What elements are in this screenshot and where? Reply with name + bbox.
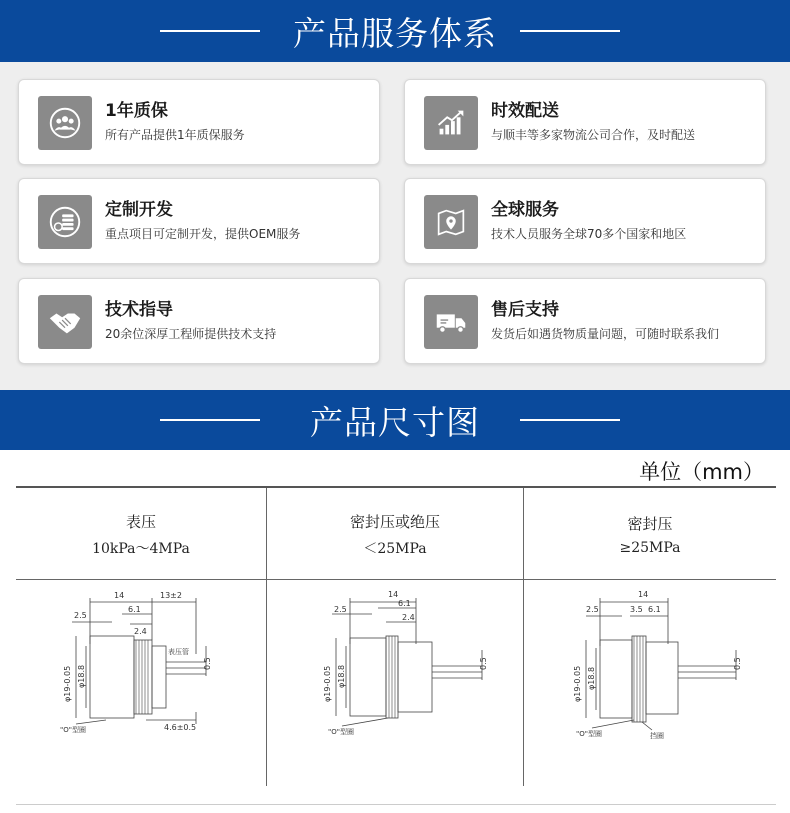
dim-label: 14 [114, 591, 125, 600]
service-card-tech [18, 278, 380, 364]
service-desc: 技术人员服务全球70多个国家和地区 [491, 227, 687, 241]
section-title: 产品尺寸图 [310, 402, 480, 442]
dim-label: 2.5 [586, 605, 599, 614]
service-desc: 所有产品提供1年质保服务 [105, 128, 245, 142]
dim-label: 2.5 [334, 605, 347, 614]
dim-label: 13±2 [160, 591, 182, 600]
section-banner-dimensions [0, 390, 790, 450]
sensor-drawing [46, 584, 246, 784]
table-header-gauge [16, 488, 266, 580]
dim-label: 4.6±0.5 [164, 723, 197, 732]
delivery-truck-icon [424, 295, 478, 349]
dimension-drawing-gauge [46, 584, 246, 784]
dim-label: 6.1 [128, 605, 141, 614]
dimension-table [16, 486, 776, 786]
column-name: 密封压 [627, 514, 673, 533]
service-title: 全球服务 [491, 200, 559, 220]
handshake-icon [38, 295, 92, 349]
dim-label: 2.4 [402, 613, 415, 622]
dim-label: 2.4 [134, 627, 147, 636]
map-pin-icon [424, 195, 478, 249]
dim-label: "O"型圈 [576, 730, 602, 738]
dim-label: 14 [638, 590, 649, 599]
dim-label: φ18.8 [587, 666, 596, 690]
service-desc: 与顺丰等多家物流公司合作，及时配送 [491, 128, 696, 142]
dim-label: 挡圈 [650, 732, 664, 740]
service-title: 技术指导 [105, 300, 173, 320]
column-range: ＜25MPa [363, 540, 427, 557]
service-card-after-sales [404, 278, 766, 364]
dim-label: 3.5 [630, 605, 643, 614]
service-title: 时效配送 [491, 101, 559, 121]
dimension-drawing-sealed-absolute [306, 584, 506, 784]
dim-label: φ18.8 [77, 664, 86, 688]
dim-label: φ19-0.05 [63, 665, 72, 702]
service-title: 1年质保 [105, 101, 168, 121]
service-card-custom [18, 178, 380, 264]
dim-label: 2.5 [74, 611, 87, 620]
section-title: 产品服务体系 [293, 13, 497, 53]
service-desc: 发货后如遇货物质量问题，可随时联系我们 [491, 327, 720, 341]
people-group-icon [38, 96, 92, 150]
banner-rule-left [160, 30, 260, 32]
dim-label: φ19-0.05 [323, 665, 332, 702]
coin-stack-icon [38, 195, 92, 249]
dim-label: 0.5 [203, 657, 212, 670]
section-banner-services [0, 0, 790, 62]
column-range: ≥25MPa [619, 539, 681, 556]
sensor-drawing [556, 584, 756, 784]
service-card-warranty [18, 79, 380, 165]
unit-label: 单位（mm） [639, 460, 764, 484]
dim-label: φ18.8 [337, 664, 346, 688]
dim-label: 0.5 [733, 657, 742, 670]
service-title: 售后支持 [491, 300, 559, 320]
service-card-global [404, 178, 766, 264]
service-panel [0, 62, 790, 390]
dim-label: 6.1 [398, 599, 411, 608]
table-header-sealed [524, 488, 776, 580]
column-name: 表压 [125, 512, 156, 531]
footer-divider [16, 804, 776, 805]
service-desc: 重点项目可定制开发，提供OEM服务 [105, 227, 301, 241]
dim-label: "O"型圈 [60, 726, 86, 734]
dimension-drawing-sealed [556, 584, 756, 784]
sensor-drawing [306, 584, 506, 784]
service-card-delivery [404, 79, 766, 165]
dim-label: 6.1 [648, 605, 661, 614]
dim-label: 0.5 [479, 657, 488, 670]
banner-rule-left [160, 419, 260, 421]
service-desc: 20余位深厚工程师提供技术支持 [105, 327, 277, 341]
banner-rule-right [520, 419, 620, 421]
table-header-sealed-absolute [267, 488, 523, 580]
column-name: 密封压或绝压 [349, 512, 440, 531]
dim-label: 表压管 [168, 648, 189, 656]
rising-chart-icon [424, 96, 478, 150]
banner-rule-right [520, 30, 620, 32]
dim-label: φ19-0.05 [573, 665, 582, 702]
dim-label: "O"型圈 [328, 728, 354, 736]
column-range: 10kPa～4MPa [92, 540, 190, 557]
dim-label: 14 [388, 590, 399, 599]
service-title: 定制开发 [105, 200, 173, 220]
